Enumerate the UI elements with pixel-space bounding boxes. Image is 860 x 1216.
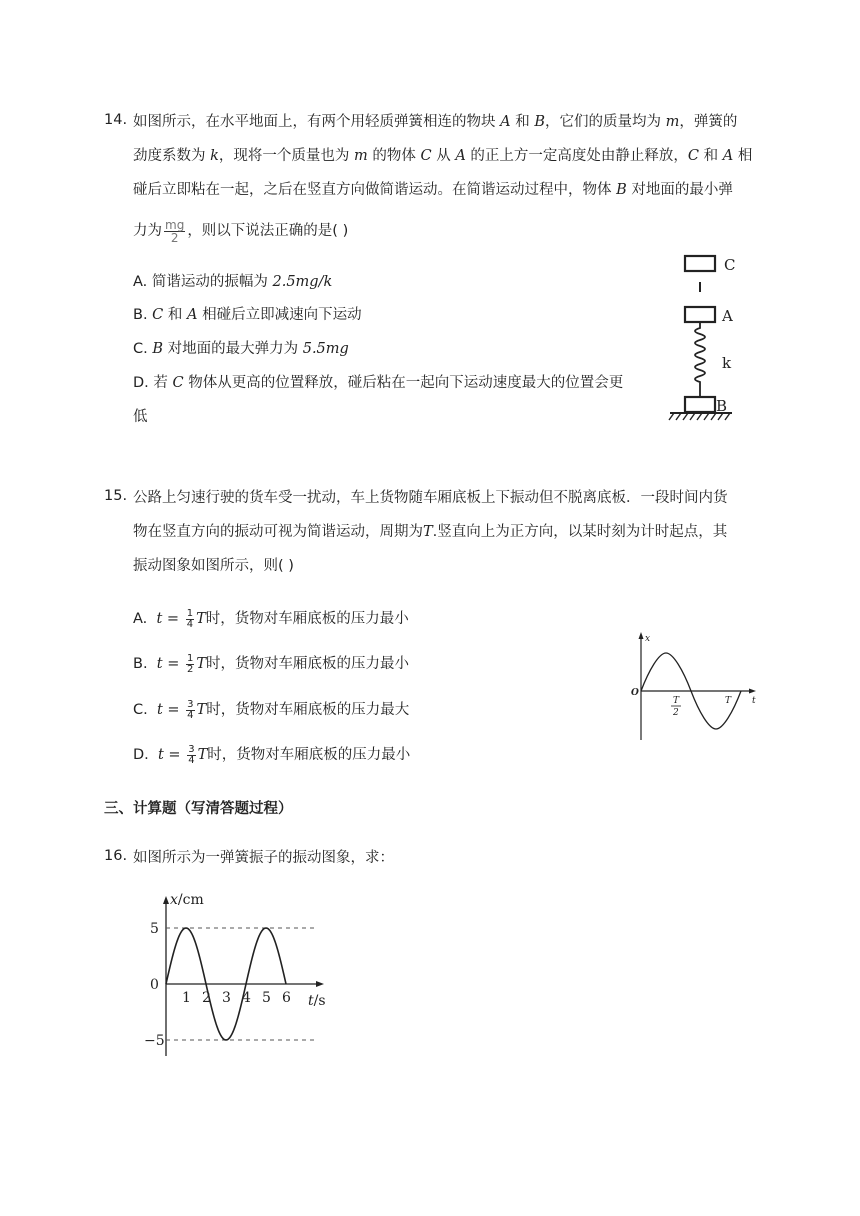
x-tick-label: 6 — [282, 990, 291, 1006]
question-line: 如图所示为一弹簧振子的振动图象，求： — [133, 850, 394, 866]
x-tick-label: 1 — [182, 990, 191, 1006]
option-b[interactable]: B. C 和 A 相碰后立即减速向下运动 — [133, 307, 362, 323]
y-tick-label: 5 — [150, 921, 159, 937]
question-line: 振动图象如图所示，则( ) — [133, 558, 294, 574]
question-line: 劲度系数为 k，现将一个质量也为 m 的物体 C 从 A 的正上方一定高度处由静止释放，C 和 A 相 — [133, 148, 753, 164]
vibration-graph-q15 — [628, 630, 762, 742]
half-period-label — [671, 696, 681, 718]
section-heading: 三、计算题（写清答题过程） — [104, 801, 293, 817]
x-axis-label: t — [752, 696, 756, 706]
figure-label-b: B — [716, 397, 728, 415]
question-number: 14. — [104, 112, 128, 128]
question-number: 15. — [104, 488, 128, 504]
option-c[interactable]: C. t = $\frac{3}{4}$ T时，货物对车厢底板的压力最大 — [133, 698, 410, 721]
option-d[interactable]: D. 若 C 物体从更高的位置释放，碰后粘在一起向下运动速度最大的位置会更 — [133, 375, 624, 391]
option-d-continued: 低 — [133, 409, 148, 425]
option-b[interactable]: B. t = $\frac{1}{2}$ T时，货物对车厢底板的压力最小 — [133, 652, 410, 675]
y-tick-label: −5 — [144, 1033, 165, 1049]
fraction: $\frac{mg}{2}$ — [165, 217, 185, 245]
spring-block-figure — [668, 252, 768, 424]
x-tick-label: 4 — [242, 990, 251, 1006]
option-a[interactable]: A. 简谐运动的振幅为 2.5mg/k — [133, 274, 333, 290]
svg-text:T: T — [673, 696, 680, 706]
y-axis-label: x — [645, 634, 651, 644]
x-tick-label: 3 — [222, 990, 231, 1006]
question-line: 物在竖直方向的振动可视为简谐运动，周期为T.竖直向上为正方向，以某时刻为计时起点，其 — [133, 524, 728, 540]
y-axis-label: x/cm — [170, 892, 204, 908]
vibration-graph-q16 — [138, 888, 338, 1066]
y-tick-label: 0 — [150, 977, 159, 993]
option-d[interactable]: D. t = $\frac{3}{4}$ T时，货物对车厢底板的压力最小 — [133, 743, 411, 766]
option-a[interactable]: A. t = $\frac{1}{4}$ T时，货物对车厢底板的压力最小 — [133, 607, 409, 630]
figure-label-c: C — [724, 256, 736, 274]
question-line: 如图所示，在水平地面上，有两个用轻质弹簧相连的物块 A 和 B，它们的质量均为 m，弹簧的 — [133, 114, 738, 130]
question-line: 碰后立即粘在一起，之后在竖直方向做简谐运动。在简谐运动过程中，物体 B 对地面的最小弹 — [133, 182, 733, 198]
x-axis-label: t/s — [308, 993, 326, 1009]
period-label: T — [725, 696, 732, 706]
option-c[interactable]: C. B 对地面的最大弹力为 5.5mg — [133, 341, 349, 357]
x-tick-label: 5 — [262, 990, 271, 1006]
x-tick-label: 2 — [202, 990, 211, 1006]
spring — [695, 322, 705, 397]
question-line: 公路上匀速行驶的货车受一扰动，车上货物随车厢底板上下振动但不脱离底板．一段时间内货 — [133, 490, 728, 506]
x-axis-arrow — [316, 981, 324, 987]
origin-label: O — [631, 688, 639, 698]
question-number: 16. — [104, 848, 128, 864]
svg-text:2: 2 — [673, 708, 679, 718]
figure-label-a: A — [722, 307, 733, 325]
figure-label-k: k — [722, 354, 732, 372]
y-axis-arrow — [163, 896, 169, 904]
question-line: 力为 $\frac{mg}{2}$ ，则以下说法正确的是( ) — [133, 217, 349, 245]
